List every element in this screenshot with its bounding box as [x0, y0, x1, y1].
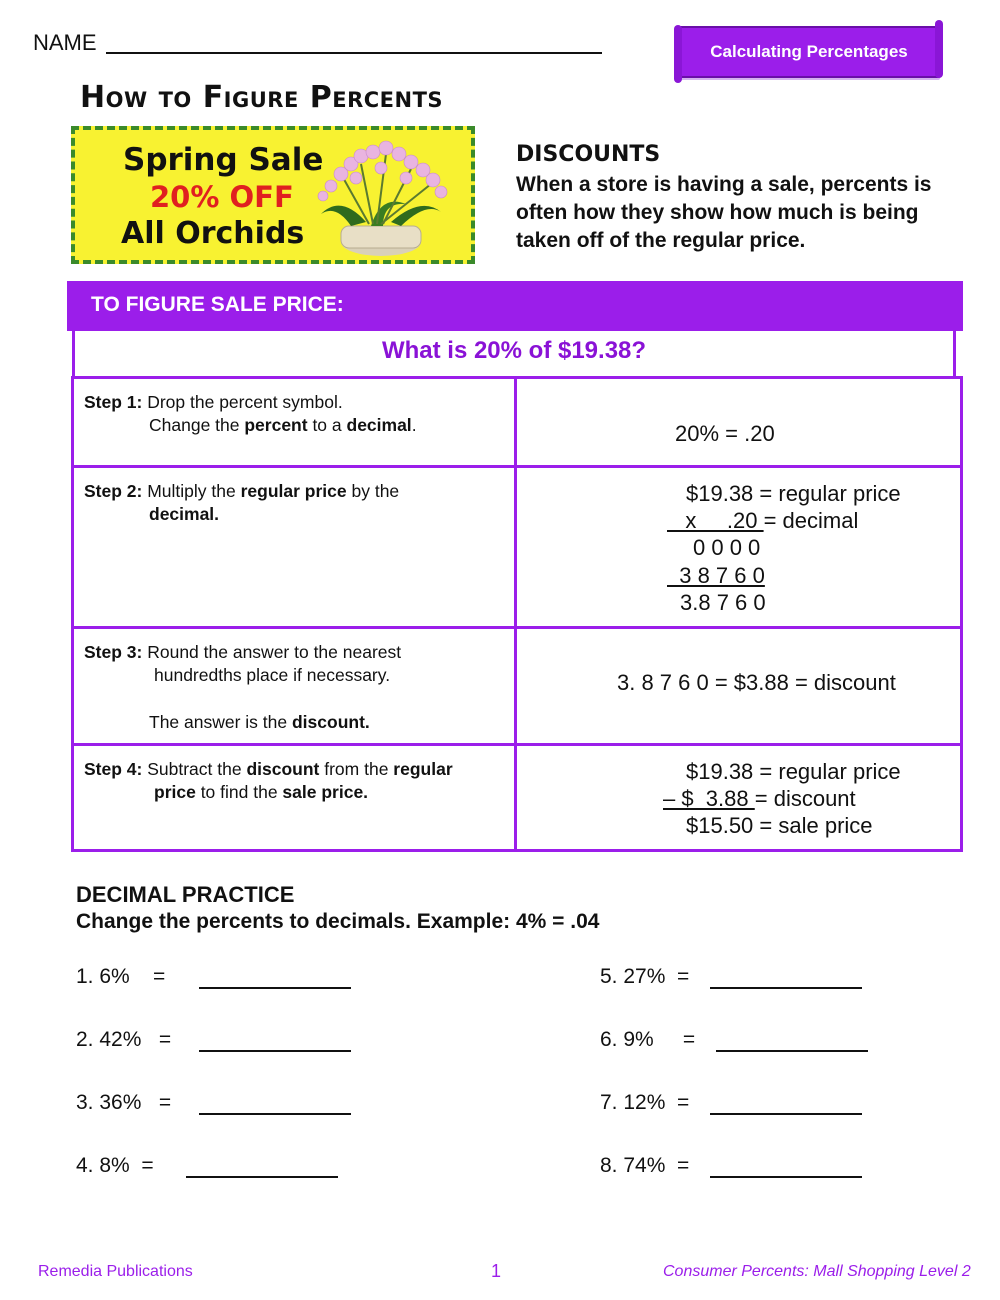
work-line: 3. 8 7 6 0 = $3.88 = discount — [617, 670, 896, 695]
practice-problem: 6. 9% = — [600, 1028, 696, 1051]
sale-price-heading: TO FIGURE SALE PRICE: — [91, 293, 344, 316]
work-line: $19.38 = regular price — [686, 759, 901, 784]
work-line: 3.8 7 6 0 — [680, 590, 766, 615]
step-keyword: regular price — [240, 481, 347, 501]
practice-problem: 5. 27% = — [600, 965, 690, 988]
practice-instructions: Change the percents to decimals. Example: 4% = .04 — [76, 910, 600, 933]
step-work-cell — [516, 745, 962, 851]
ad-line-sale: Spring Sale — [123, 142, 324, 178]
step-text: Round the answer to the nearest — [142, 642, 402, 662]
step-row — [73, 628, 962, 745]
step-text: . — [411, 415, 417, 435]
page-title: How to Figure Percents — [80, 80, 444, 115]
practice-heading: DECIMAL PRACTICE — [76, 882, 295, 907]
discounts-text: When a store is having a sale, percents is often how they show how much is being taken off of the regular price. — [516, 173, 932, 252]
step-keyword: regular — [393, 759, 453, 779]
answer-blank[interactable] — [199, 1113, 351, 1115]
work-line: $19.38 = regular price — [686, 481, 901, 506]
step-instruction-cell — [73, 378, 516, 467]
step-text: to a — [307, 415, 347, 435]
step-text: from the — [319, 759, 394, 779]
step-text: The answer is the — [149, 712, 292, 732]
step-label: Step 4: — [84, 759, 143, 779]
work-line: $15.50 = sale price — [686, 813, 873, 838]
step-label: Step 2: — [84, 481, 143, 501]
practice-problem: 3. 36% = — [76, 1091, 172, 1114]
practice-problem: 4. 8% = — [76, 1154, 154, 1177]
step-instruction-cell — [73, 467, 516, 628]
sale-ad — [71, 126, 475, 264]
step-text: Multiply the — [142, 481, 241, 501]
step-instruction-cell — [73, 745, 516, 851]
answer-blank[interactable] — [199, 987, 351, 989]
topic-banner — [678, 26, 940, 78]
work-line: = discount — [754, 786, 856, 811]
question-row — [72, 331, 956, 377]
practice-problem: 2. 42% = — [76, 1028, 172, 1051]
step-keyword: discount — [246, 759, 320, 779]
question-text: What is 20% of $19.38? — [381, 337, 647, 364]
name-field-line[interactable] — [106, 52, 602, 54]
practice-problem: 8. 74% = — [600, 1154, 690, 1177]
practice-problem: 7. 12% = — [600, 1091, 690, 1114]
step-keyword: decimal. — [149, 504, 220, 524]
step-row — [73, 378, 962, 467]
step-text: Drop the percent symbol. — [142, 392, 343, 412]
step-keyword: price — [154, 782, 196, 802]
answer-blank[interactable] — [716, 1050, 868, 1052]
step-text: Subtract the — [142, 759, 247, 779]
step-instruction-cell — [73, 628, 516, 745]
banner-curl-left — [674, 25, 682, 83]
work-line: = decimal — [763, 508, 859, 533]
step-text: by the — [346, 481, 400, 501]
step-text: hundredths place if necessary. — [154, 665, 391, 685]
step-row — [73, 467, 962, 628]
step-work-cell — [516, 378, 962, 467]
step-row — [73, 745, 962, 851]
work-line: 20% = .20 — [675, 421, 775, 446]
work-line-underlined: 3 8 7 6 0 — [667, 563, 765, 588]
sale-price-header-bar — [67, 281, 963, 331]
footer-book-title: Consumer Percents: Mall Shopping Level 2 — [663, 1263, 971, 1280]
steps-table — [71, 376, 963, 852]
work-line-underlined: x .20 — [667, 508, 764, 533]
answer-blank[interactable] — [710, 1113, 862, 1115]
work-line-underlined: – $ 3.88 — [663, 786, 755, 811]
step-text: Change the — [149, 415, 245, 435]
footer-publisher: Remedia Publications — [38, 1263, 193, 1280]
ad-line-product: All Orchids — [121, 216, 305, 251]
step-keyword: sale price. — [282, 782, 369, 802]
step-keyword: decimal — [346, 415, 412, 435]
banner-curl-right — [935, 20, 943, 78]
step-text: to find the — [195, 782, 283, 802]
work-line: 0 0 0 0 — [693, 535, 761, 560]
ad-line-discount: 20% OFF — [150, 180, 294, 214]
footer-page-number: 1 — [491, 1261, 502, 1281]
step-work-cell — [516, 467, 962, 628]
banner-label: Calculating Percentages — [710, 42, 908, 61]
name-label: NAME — [33, 30, 97, 55]
answer-blank[interactable] — [710, 1176, 862, 1178]
orchid-plant-image — [311, 134, 471, 258]
step-keyword: percent — [244, 415, 308, 435]
answer-blank[interactable] — [710, 987, 862, 989]
answer-blank[interactable] — [199, 1050, 351, 1052]
discounts-heading: DISCOUNTS — [516, 142, 661, 167]
practice-problem: 1. 6% = — [76, 965, 166, 988]
step-work-cell — [516, 628, 962, 745]
step-label: Step 3: — [84, 642, 143, 662]
step-label: Step 1: — [84, 392, 143, 412]
step-keyword: discount. — [291, 712, 370, 732]
answer-blank[interactable] — [186, 1176, 338, 1178]
